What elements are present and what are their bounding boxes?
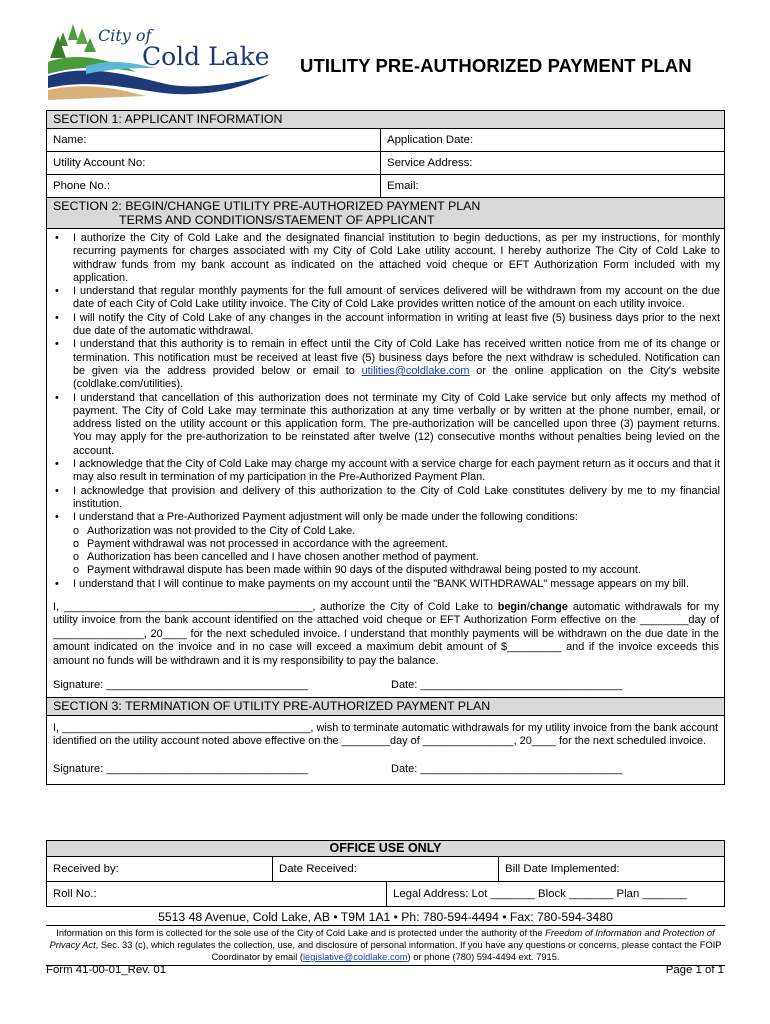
page-number: Page 1 of 1 xyxy=(665,964,724,976)
section3-signature-field[interactable]: Signature: _________________________________ xyxy=(53,762,309,775)
applicant-row-3 xyxy=(47,175,724,198)
date-received-field[interactable]: Date Received: xyxy=(272,857,498,881)
term-item: • I understand that a Pre-Authorized Payment adjustment will only be made under the following conditions: xyxy=(55,511,578,524)
phone-field[interactable]: Phone No.: xyxy=(47,175,381,197)
legal-address-field[interactable]: Legal Address: Lot _______ Block _______ Plan _______ xyxy=(386,882,724,906)
section2-date-field[interactable]: Date: _________________________________ xyxy=(391,679,623,692)
section1-heading: SECTION 1: APPLICANT INFORMATION xyxy=(47,111,724,129)
logo-city-text: City of xyxy=(98,26,152,45)
bill-date-field[interactable]: Bill Date Implemented: xyxy=(498,857,724,881)
office-use-heading: OFFICE USE ONLY xyxy=(47,841,724,857)
terms-list xyxy=(47,229,724,594)
condition-item: o Payment withdrawal was not processed in accordance with the agreement. xyxy=(73,537,448,550)
term-item: • I acknowledge that the City of Cold Lake may charge my account with a service charge for each payment return as it occurs and that it may also result in termination of my participation in the Pre-Authorized Payment Plan. xyxy=(55,458,720,484)
bullet-icon: • xyxy=(55,511,59,524)
office-row-1 xyxy=(47,857,724,882)
section3-heading: SECTION 3: TERMINATION OF UTILITY PRE-AUTHORIZED PAYMENT PLAN xyxy=(47,698,724,716)
section2-signature-row xyxy=(47,668,724,698)
city-logo xyxy=(46,22,276,100)
condition-item: o Authorization was not provided to the City of Cold Lake. xyxy=(73,524,356,537)
sub-bullet-icon: o xyxy=(73,524,80,537)
bullet-icon: • xyxy=(55,338,59,351)
foip-email-link[interactable]: legislative@coldlake.com xyxy=(302,952,408,962)
privacy-notice: Information on this form is collected for the sole use of the City of Cold Lake and is protected under the authority of the Freedom of Information and Protection of Privacy Act, Sec. 33 (c), which regulates the collection, use, and disclosure of personal information. If you have any questions or concerns, please contact the FOIP Coordinator by email (legislative@coldlake.com) or phone (780) 594-4494 ext. 7915. xyxy=(46,925,725,966)
bullet-icon: • xyxy=(55,458,59,471)
roll-no-field[interactable]: Roll No.: xyxy=(53,888,97,900)
office-row-2 xyxy=(47,882,724,906)
application-form xyxy=(46,110,725,785)
logo-name-text: Cold Lake xyxy=(142,42,270,71)
termination-statement: I, _________________________________________, wish to terminate automatic withdrawals for my utility invoice from the bank account identified on the utility account noted above effective on the ________day of _______________, 20____ for the next scheduled invoice. xyxy=(53,722,718,748)
received-by-field[interactable]: Received by: xyxy=(53,863,119,875)
bullet-icon: • xyxy=(55,232,59,244)
term-item: • I acknowledge that provision and delivery of this authorization to the City of Cold Lake constitutes delivery by me to my financial institution. xyxy=(55,484,720,510)
section3-date-field[interactable]: Date: _________________________________ xyxy=(391,762,623,775)
name-field[interactable]: Name: xyxy=(47,129,381,151)
condition-item: o Payment withdrawal dispute has been made within 90 days of the disputed withdrawal being posted to my account. xyxy=(73,564,641,577)
utility-account-field[interactable]: Utility Account No: xyxy=(47,152,381,174)
email-field[interactable]: Email: xyxy=(387,180,419,192)
office-use-table xyxy=(46,840,725,907)
section2-heading xyxy=(47,198,724,229)
term-item: • I authorize the City of Cold Lake and the designated financial institution to begin deductions, as per my instructions, for monthly recurring payments for charges associated with my City of Cold Lake utility account. I hereby authorize The City of Cold Lake to withdraw funds from my bank account as indicated on the attached void cheque or EFT Authorization Form included with my application. xyxy=(55,232,720,284)
applicant-row-2 xyxy=(47,152,724,175)
service-address-field[interactable]: Service Address: xyxy=(387,157,473,169)
bullet-icon: • xyxy=(55,577,59,590)
bullet-icon: • xyxy=(55,391,59,404)
bullet-icon: • xyxy=(55,484,59,497)
term-item: • I understand that this authority is to remain in effect until the City of Cold Lake has received written notice from me of its change or termination. This notification must be received at least five (5) business days before the next withdraw is scheduled. Notification can be given via the address provided below or email to utilities@coldlake.com or the online application on the City's website (coldlake.com/utilities). xyxy=(55,338,720,391)
section2-heading-line2: TERMS AND CONDITIONS/STAEMENT OF APPLICANT xyxy=(119,213,435,227)
document-title: UTILITY PRE-AUTHORIZED PAYMENT PLAN xyxy=(300,55,692,76)
section3-signature-row xyxy=(47,749,724,784)
applicant-row-1 xyxy=(47,129,724,152)
term-item: • I understand that cancellation of this authorization does not terminate my City of Cold Lake service but only affects my method of payment. The City of Cold Lake may terminate this authorization at any time verbally or by written at the phone number, email, or address listed on the utility account or this application form. The pre-authorization will be cancelled upon three (3) payment returns. You may apply for the pre-authorization to be reinstated after twelve (12) consecutive months without penalties being levied on the account. xyxy=(55,391,720,457)
term-item: • I understand that regular monthly payments for the full amount of services delivered will be withdrawn from my account on the due date of each City of Cold Lake utility invoice. The City of Cold Lake provides written notice of the amount on each utility invoice. xyxy=(55,285,720,311)
city-address: 5513 48 Avenue, Cold Lake, AB • T9M 1A1 • Ph: 780-594-4494 • Fax: 780-594-3480 xyxy=(158,910,613,924)
sub-bullet-icon: o xyxy=(73,551,80,564)
form-number: Form 41-00-01_Rev. 01 xyxy=(46,964,167,976)
section2-signature-field[interactable]: Signature: _________________________________ xyxy=(53,679,309,692)
utilities-email-link[interactable]: utilities@coldlake.com xyxy=(361,364,470,377)
term-item: • I will notify the City of Cold Lake of any changes in the account information in writing at least five (5) business days prior to the next due date of the automatic withdrawal. xyxy=(55,311,720,338)
sub-bullet-icon: o xyxy=(73,537,80,550)
condition-item: o Authorization has been cancelled and I have chosen another method of payment. xyxy=(73,551,479,564)
section2-heading-line1: SECTION 2: BEGIN/CHANGE UTILITY PRE-AUTHORIZED PAYMENT PLAN xyxy=(53,199,481,213)
bullet-icon: • xyxy=(55,311,59,324)
application-date-field[interactable]: Application Date: xyxy=(387,134,474,146)
term-item: • I understand that I will continue to make payments on my account until the "BANK WITHDRAWAL" message appears on my bill. xyxy=(55,577,689,590)
sub-bullet-icon: o xyxy=(73,564,80,577)
authorization-statement: I, _________________________________________, authorize the City of Cold Lake to begin/change automatic withdrawals for my utility invoice from the bank account identified on the attached void cheque or EFT Authorization Form effective on the ________day of _______________, 20____ for the next scheduled invoice. I understand that monthly payments will be withdrawn on the due date in the amount indicated on the invoice and in no case will exceed a maximum debit amount of $_________ and if the invoice exceeds this amount no funds will be withdrawn and it is my responsibility to pay the balance. xyxy=(47,594,724,668)
bullet-icon: • xyxy=(55,285,59,298)
